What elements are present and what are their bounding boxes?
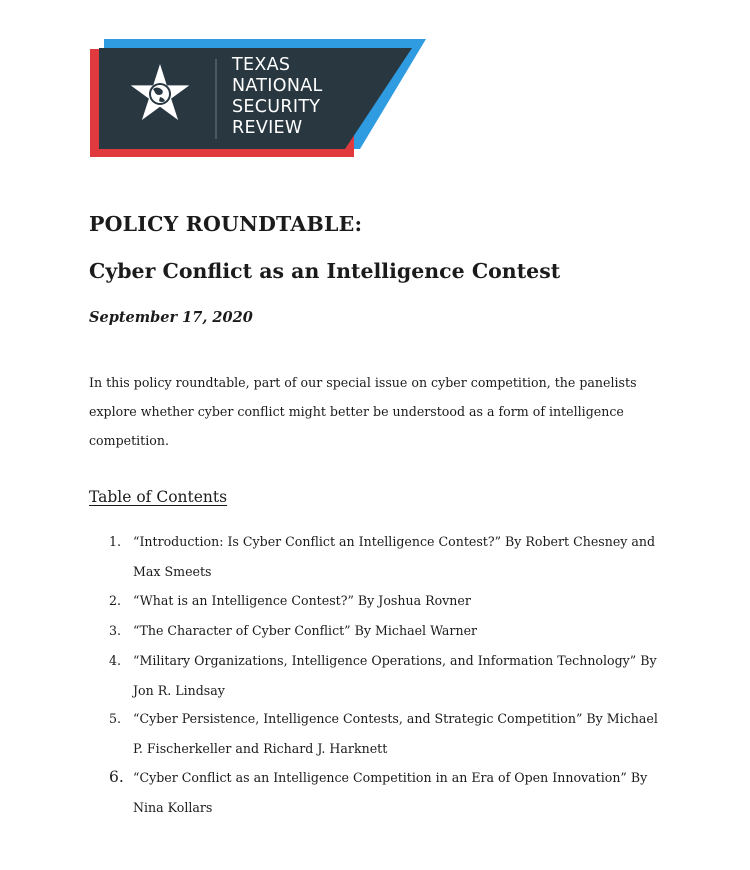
toc-item-text: “Cyber Conflict as an Intelligence Competition in an Era of Open Innovation” By Nina Kollars — [133, 770, 648, 815]
toc-item — [109, 586, 669, 616]
tnsr-logo — [90, 39, 430, 157]
logo-line: NATIONAL — [232, 76, 323, 96]
logo-line: TEXAS — [232, 55, 291, 75]
toc-heading: Table of Contents — [89, 488, 228, 506]
toc-item — [109, 646, 669, 705]
intro-paragraph: In this policy roundtable, part of our special issue on cyber competition, the panelists explore whether cyber conflict might better be understood as a form of intelligence competition. — [89, 375, 637, 448]
toc-item-number: 3. — [109, 623, 122, 638]
toc-item — [109, 616, 669, 646]
toc-item-number: 1. — [109, 534, 122, 549]
page-subtitle: Cyber Conflict as an Intelligence Contest — [89, 259, 561, 283]
toc-item-number: 2. — [109, 593, 122, 608]
toc-item — [109, 763, 669, 822]
toc-item-text: “Cyber Persistence, Intelligence Contests, and Strategic Competition” By Michael P. Fischerkeller and Richard J. Harknett — [133, 711, 658, 756]
logo-wordmark — [232, 55, 323, 139]
logo-line: REVIEW — [232, 118, 303, 138]
toc-item — [109, 704, 669, 763]
toc-item — [109, 527, 669, 586]
toc-item-text: “Military Organizations, Intelligence Operations, and Information Technology” By Jon R. Lindsay — [133, 653, 657, 698]
toc-item-text: “What is an Intelligence Contest?” By Joshua Rovner — [133, 593, 471, 608]
toc-item-number: 5. — [109, 711, 122, 726]
toc-item-text: “The Character of Cyber Conflict” By Michael Warner — [133, 623, 478, 638]
logo-line: SECURITY — [232, 97, 321, 117]
toc-item-number: 4. — [109, 653, 122, 668]
page-title: POLICY ROUNDTABLE: — [89, 212, 363, 236]
toc-item-text: “Introduction: Is Cyber Conflict an Intelligence Contest?” By Robert Chesney and Max Smeets — [133, 534, 656, 579]
toc-item-number: 6. — [109, 768, 124, 786]
publication-date: September 17, 2020 — [89, 309, 253, 326]
